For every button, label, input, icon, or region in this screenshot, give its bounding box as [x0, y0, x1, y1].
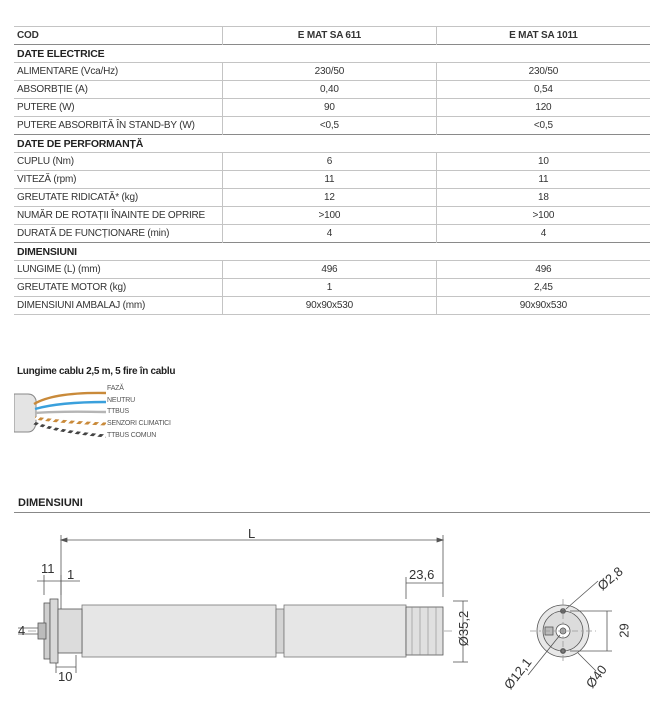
wire-label: NEUTRU — [107, 397, 135, 404]
wire-ttbus — [35, 412, 106, 413]
row-value-1011: 18 — [436, 189, 650, 207]
row-label: DURATĂ DE FUNCȚIONARE (min) — [14, 225, 223, 243]
table-header-row — [14, 27, 650, 45]
row-value-611: 0,40 — [223, 81, 437, 99]
row-label: GREUTATE RIDICATĂ* (kg) — [14, 189, 223, 207]
cable-title: Lungime cablu 2,5 m, 5 fire în cablu — [17, 366, 176, 377]
table-row — [14, 261, 650, 279]
end-view — [528, 581, 612, 675]
table-row — [14, 189, 650, 207]
motor-body — [38, 599, 443, 663]
section-row — [14, 243, 650, 261]
dimension-drawing — [0, 515, 656, 717]
dimensions-divider — [14, 512, 650, 513]
row-value-1011: 2,45 — [436, 279, 650, 297]
section-row — [14, 135, 650, 153]
dim-label-outer-diameter: Ø40 — [582, 662, 610, 691]
table-row — [14, 63, 650, 81]
row-label: NUMĂR DE ROTAȚII ÎNAINTE DE OPRIRE — [14, 207, 223, 225]
table-row — [14, 99, 650, 117]
row-value-1011: 4 — [436, 225, 650, 243]
row-label: PUTERE (W) — [14, 99, 223, 117]
row-value-1011: <0,5 — [436, 117, 650, 135]
header-model-1011: E MAT SA 1011 — [436, 27, 650, 45]
row-value-1011: 10 — [436, 153, 650, 171]
table-row — [14, 153, 650, 171]
table-row — [14, 279, 650, 297]
row-label: LUNGIME (L) (mm) — [14, 261, 223, 279]
row-value-611: 90 — [223, 99, 437, 117]
cable-diagram — [14, 380, 114, 440]
section-title: DATE ELECTRICE — [14, 45, 650, 63]
row-label: ALIMENTARE (Vca/Hz) — [14, 63, 223, 81]
header-model-611: E MAT SA 611 — [223, 27, 437, 45]
spec-table — [14, 26, 650, 315]
row-value-1011: >100 — [436, 207, 650, 225]
row-value-611: 6 — [223, 153, 437, 171]
dim-label-length: L — [248, 526, 256, 541]
wire-label: SENZORI CLIMATICI — [107, 420, 171, 427]
dim-label-pin-diameter: Ø2,8 — [594, 563, 626, 594]
table-row — [14, 225, 650, 243]
row-value-611: >100 — [223, 207, 437, 225]
wire-neutru — [35, 402, 106, 409]
dim-label-offset: 4 — [18, 623, 26, 638]
row-label: ABSORBȚIE (A) — [14, 81, 223, 99]
row-label: PUTERE ABSORBITĂ ÎN STAND-BY (W) — [14, 117, 223, 135]
section-title: DATE DE PERFORMANȚĂ — [14, 135, 650, 153]
row-value-1011: 90x90x530 — [436, 297, 650, 315]
row-label: VITEZĂ (rpm) — [14, 171, 223, 189]
dim-label-hole-spacing: 29 — [616, 623, 632, 638]
row-value-1011: 230/50 — [436, 63, 650, 81]
row-label: DIMENSIUNI AMBALAJ (mm) — [14, 297, 223, 315]
row-value-611: 4 — [223, 225, 437, 243]
section-row — [14, 45, 650, 63]
cable-sheath — [14, 394, 36, 432]
table-row — [14, 171, 650, 189]
header-code: COD — [14, 27, 223, 45]
dim-label-head-gap: 1 — [67, 567, 75, 582]
wire-senzori — [35, 418, 106, 424]
row-label: CUPLU (Nm) — [14, 153, 223, 171]
wire-label: TTBUS COMUN — [107, 432, 157, 439]
wire-label: FAZĂ — [107, 385, 124, 392]
row-value-611: 230/50 — [223, 63, 437, 81]
row-value-611: <0,5 — [223, 117, 437, 135]
dim-label-flange: 10 — [58, 669, 73, 684]
row-value-1011: 120 — [436, 99, 650, 117]
dim-label-tube-diameter: Ø35,2 — [456, 610, 472, 647]
row-value-611: 496 — [223, 261, 437, 279]
row-label: GREUTATE MOTOR (kg) — [14, 279, 223, 297]
table-row — [14, 117, 650, 135]
row-value-611: 1 — [223, 279, 437, 297]
row-value-611: 12 — [223, 189, 437, 207]
dim-label-adapter: 23,6 — [409, 567, 435, 582]
row-value-611: 11 — [223, 171, 437, 189]
row-value-1011: 0,54 — [436, 81, 650, 99]
table-row — [14, 207, 650, 225]
table-row — [14, 297, 650, 315]
table-row — [14, 81, 650, 99]
dim-label-head-width: 11 — [41, 561, 55, 576]
row-value-1011: 11 — [436, 171, 650, 189]
dim-label-center-diameter: Ø12,1 — [500, 654, 535, 693]
wire-label: TTBUS — [107, 408, 129, 415]
section-title: DIMENSIUNI — [14, 243, 650, 261]
dimensions-title: DIMENSIUNI — [18, 497, 83, 509]
row-value-1011: 496 — [436, 261, 650, 279]
row-value-611: 90x90x530 — [223, 297, 437, 315]
